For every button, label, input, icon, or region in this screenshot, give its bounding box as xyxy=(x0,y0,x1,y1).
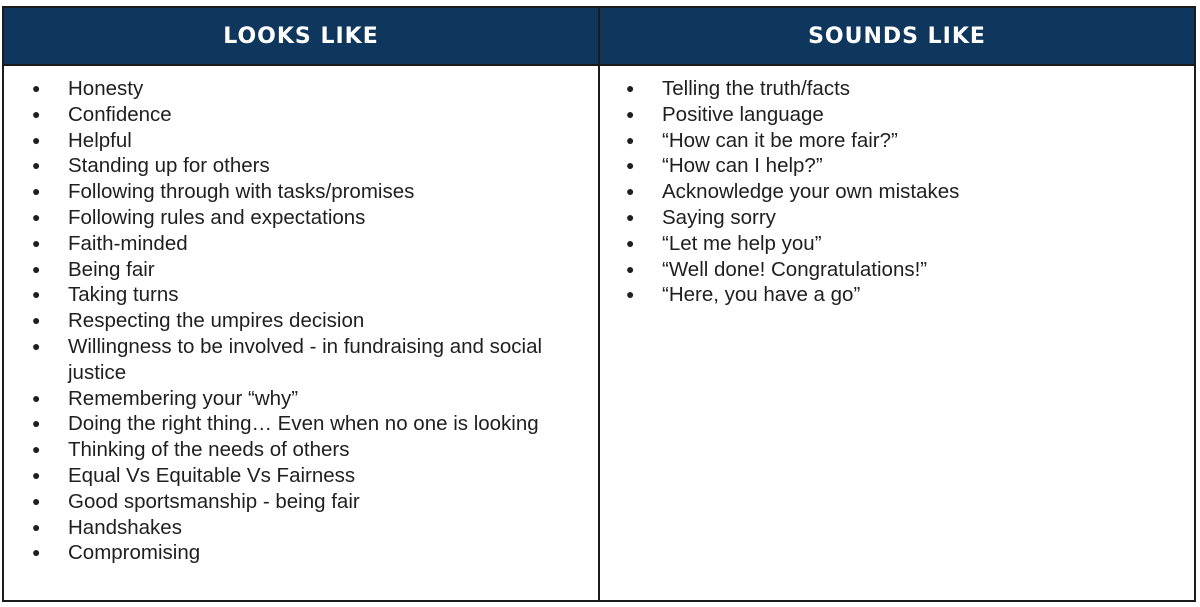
list-item-text: Good sportsmanship - being fair xyxy=(68,489,360,513)
bullet-icon: ● xyxy=(32,260,41,277)
bullet-icon: ● xyxy=(32,337,41,354)
list-item-text: Remembering your “why” xyxy=(68,386,299,410)
sounds-like-header: SOUNDS LIKE xyxy=(600,8,1194,64)
list-item xyxy=(32,257,578,283)
bullet-icon: ● xyxy=(32,518,41,535)
bullet-icon: ● xyxy=(626,157,635,174)
bullet-icon: ● xyxy=(626,286,635,303)
looks-sounds-like-table xyxy=(2,6,1196,602)
list-item-text: “Let me help you” xyxy=(662,231,822,255)
list-item-text: Willingness to be involved - in fundraising and social justice xyxy=(68,334,543,384)
list-item xyxy=(626,231,1174,257)
list-item xyxy=(626,257,1174,283)
bullet-icon: ● xyxy=(626,260,635,277)
list-item xyxy=(626,153,1174,179)
list-item xyxy=(626,128,1174,154)
bullet-icon: ● xyxy=(32,492,41,509)
bullet-icon: ● xyxy=(626,105,635,122)
list-item xyxy=(32,334,578,386)
list-item-text: Acknowledge your own mistakes xyxy=(662,180,960,204)
list-item-text: Handshakes xyxy=(68,515,182,539)
list-item-text: Confidence xyxy=(68,102,172,126)
list-item xyxy=(626,179,1174,205)
list-item xyxy=(32,386,578,412)
list-item-text: “Well done! Congratulations!” xyxy=(662,257,928,281)
looks-like-header: LOOKS LIKE xyxy=(4,8,600,64)
list-item-text: Thinking of the needs of others xyxy=(68,438,350,462)
looks-like-cell xyxy=(4,64,600,600)
bullet-icon: ● xyxy=(626,131,635,148)
bullet-icon: ● xyxy=(32,131,41,148)
list-item xyxy=(626,282,1174,308)
list-item-text: Following rules and expectations xyxy=(68,205,366,229)
list-item-text: Respecting the umpires decision xyxy=(68,309,365,333)
list-item-text: “How can it be more fair?” xyxy=(662,128,898,152)
list-item xyxy=(626,76,1174,102)
looks-like-list xyxy=(32,76,578,566)
bullet-icon: ● xyxy=(32,312,41,329)
list-item-text: Saying sorry xyxy=(662,205,776,229)
list-item xyxy=(32,153,578,179)
bullet-icon: ● xyxy=(32,286,41,303)
bullet-icon: ● xyxy=(32,183,41,200)
list-item-text: Equal Vs Equitable Vs Fairness xyxy=(68,463,356,487)
list-item xyxy=(32,76,578,102)
list-item xyxy=(32,489,578,515)
list-item-text: Positive language xyxy=(662,102,824,126)
bullet-icon: ● xyxy=(32,389,41,406)
sounds-like-cell xyxy=(600,64,1194,600)
bullet-icon: ● xyxy=(626,208,635,225)
bullet-icon: ● xyxy=(32,544,41,561)
list-item-text: Taking turns xyxy=(68,283,179,307)
bullet-icon: ● xyxy=(32,208,41,225)
list-item-text: “How can I help?” xyxy=(662,154,823,178)
list-item-text: Faith-minded xyxy=(68,231,188,255)
list-item xyxy=(32,102,578,128)
list-item xyxy=(32,411,578,437)
bullet-icon: ● xyxy=(32,234,41,251)
list-item-text: Following through with tasks/promises xyxy=(68,180,415,204)
bullet-icon: ● xyxy=(32,80,41,96)
list-item xyxy=(32,205,578,231)
list-item xyxy=(32,540,578,566)
bullet-icon: ● xyxy=(626,183,635,200)
bullet-icon: ● xyxy=(32,466,41,483)
list-item-text: Helpful xyxy=(68,128,132,152)
list-item-text: Telling the truth/facts xyxy=(662,77,851,100)
list-item-text: Standing up for others xyxy=(68,154,270,178)
list-item xyxy=(32,179,578,205)
list-item xyxy=(32,437,578,463)
list-item-text: Compromising xyxy=(68,541,201,565)
bullet-icon: ● xyxy=(32,105,41,122)
bullet-icon: ● xyxy=(626,234,635,251)
list-item-text: Being fair xyxy=(68,257,155,281)
list-item xyxy=(32,515,578,541)
bullet-icon: ● xyxy=(32,157,41,174)
list-item xyxy=(32,231,578,257)
list-item xyxy=(626,102,1174,128)
bullet-icon: ● xyxy=(32,415,41,432)
list-item xyxy=(626,205,1174,231)
list-item-text: “Here, you have a go” xyxy=(662,283,861,307)
bullet-icon: ● xyxy=(626,80,635,96)
list-item-text: Doing the right thing… Even when no one is looking xyxy=(68,412,539,436)
list-item xyxy=(32,282,578,308)
list-item xyxy=(32,463,578,489)
sounds-like-list xyxy=(626,76,1174,308)
list-item-text: Honesty xyxy=(68,77,144,100)
bullet-icon: ● xyxy=(32,441,41,458)
list-item xyxy=(32,308,578,334)
list-item xyxy=(32,128,578,154)
